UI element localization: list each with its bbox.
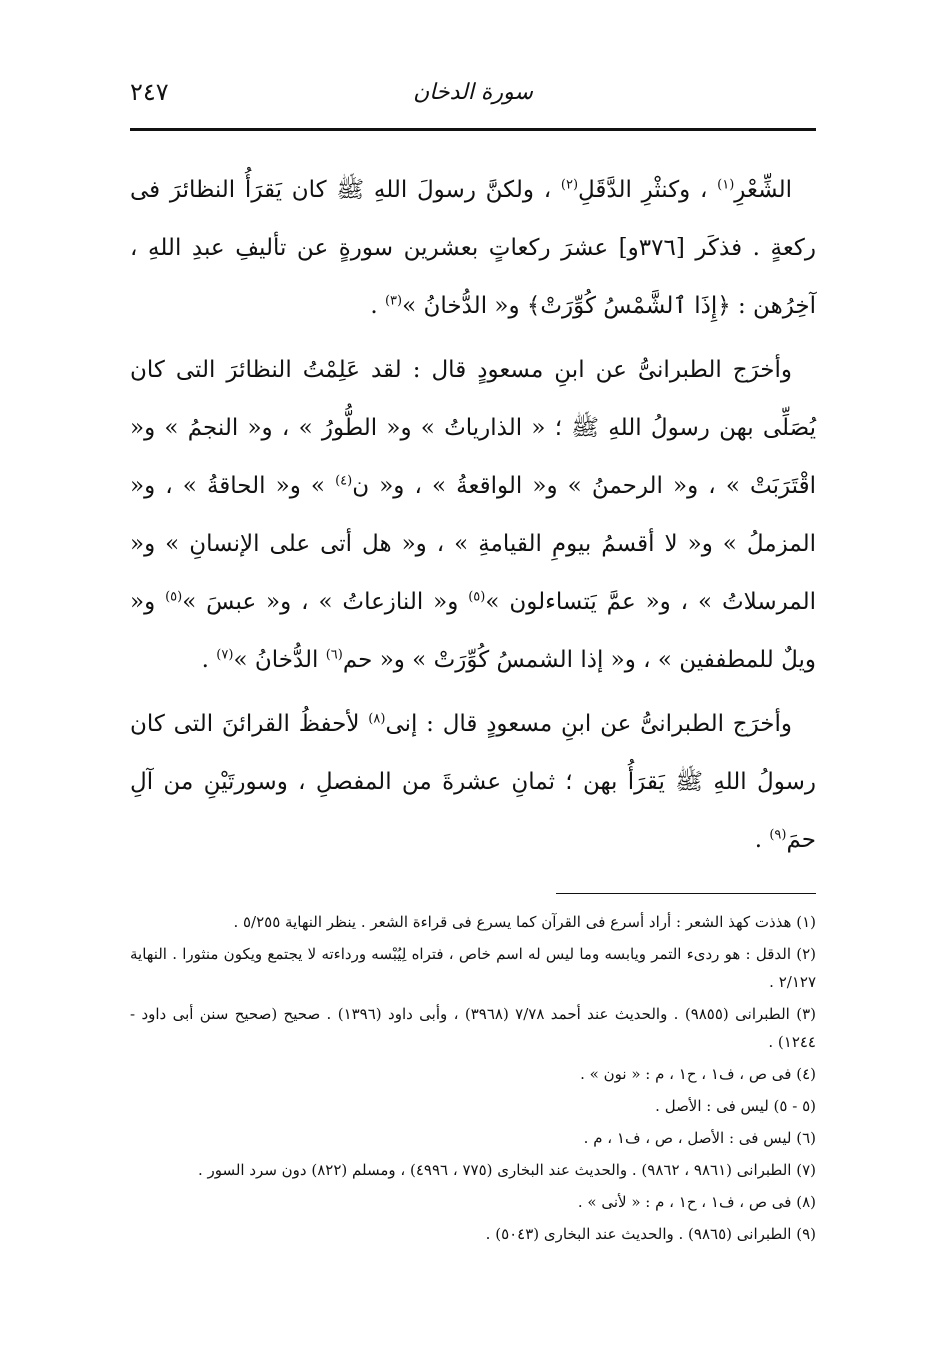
footnote-6: (٦) ليس فى : الأصل ، ص ، ف١ ، م . — [583, 1129, 816, 1147]
text-run: . — [201, 647, 217, 673]
text-run: و« النازعاتُ » ، و« عبسَ » — [182, 589, 469, 615]
running-title: سورة الدخان — [413, 80, 533, 105]
text-run: وأخرَج الطبرانىُّ عن ابنِ مسعودٍ قال : إنى — [385, 711, 792, 737]
footnote-ref[interactable]: (٨) — [368, 711, 386, 727]
main-text — [130, 161, 816, 869]
page — [130, 70, 816, 1252]
header-rule — [130, 128, 816, 131]
footnote-ref[interactable]: (١) — [717, 177, 735, 193]
footnote-ref[interactable]: (٢) — [560, 177, 579, 193]
footnote-3: (٣) الطبرانى (٩٨٥٥) . والحديث عند أحمد ٧/٧٨ (٣٩٦٨) ، وأبى داود (١٣٩٦) . صحيح (صحيح سنن أبى داود - ١٢٤٤) . — [130, 1005, 816, 1051]
text-run: و« ويلٌ للمطففين » ، و« إذا الشمسُ كُوِّرَتْ » و« حم — [130, 589, 816, 673]
text-run: . — [370, 293, 385, 319]
footnote-8: (٨) فى ص ، ف١ ، ح١ ، م : « لأنى » . — [577, 1193, 816, 1211]
text-run: لأحفظُ القرائنَ التى كان رسولُ اللهِ ﷺ يَقرَأُ بهن ؛ ثمانِ عشرةَ من المفصلِ ، وسورتَيْنِ من آلِ حمَ — [130, 711, 816, 853]
paragraph-3 — [130, 695, 816, 869]
footnote-separator — [556, 893, 816, 894]
text-run: الشِّعْرِ — [734, 177, 792, 203]
paragraph-1 — [130, 161, 816, 335]
text-run: ، ولكنَّ رسولَ اللهِ ﷺ كان يَقرَأُ النظائرَ فى ركعةٍ . فذكَر [٣٧٦و] عشرَ ركعاتٍ بعشرين سورةٍ عن تأليفِ عبدِ اللهِ ، آخِرُهن : ﴿إِذَا ٱلشَّمْسُ كُوِّرَتْ﴾ و« الدُّخانُ » — [130, 177, 816, 319]
footnote-4: (٤) فى ص ، ف١ ، ح١ ، م : « نون » . — [580, 1065, 816, 1083]
footnote-7: (٧) الطبرانى (٩٨٦١ ، ٩٨٦٢) . والحديث عند البخارى (٧٧٥ ، ٤٩٩٦) ، ومسلم (٨٢٢) دون سرد السور . — [197, 1161, 816, 1179]
page-number: ٢٤٧ — [130, 78, 169, 106]
text-run: . — [754, 827, 770, 853]
footnote-ref[interactable]: (٣) — [384, 293, 403, 309]
footnote-1: (١) هذذت كهذ الشعر : أراد أسرع فى القرآن كما يسرع فى قراءة الشعر . ينظر النهاية ٥/٢٥٥ . — [233, 913, 816, 931]
page-header — [130, 70, 816, 114]
text-run: » و« الحاقةُ » ، و« المزملُ » و« لا أقسمُ بيومِ القيامةِ » ، و« هل أتى على الإنسانِ » و« المرسلاتُ » ، و« عمَّ يَتساءلون » — [130, 473, 816, 615]
text-run: الدُّخانُ » — [233, 647, 326, 673]
footnote-ref[interactable]: (٥) — [468, 589, 486, 605]
footnote-ref[interactable]: (٤) — [335, 473, 353, 489]
footnote-ref[interactable]: (٩) — [769, 827, 787, 843]
text-run: وأخرَج الطبرانىُّ عن ابنِ مسعودٍ قال : لقد عَلِمْتُ النظائرَ التى كان يُصَلِّى بهن رسولُ اللهِ ﷺ ؛ « الذارياتُ » و« الطُّورُ » ، و« النجمُ » و« اقْتَرَبَتْ » ، و« الرحمنُ » و« الواقعةُ » ، و« ن — [130, 357, 816, 499]
text-run: ، وكنثْرِ الدَّقَلِ — [578, 177, 718, 203]
footnote-ref[interactable]: (٥) — [165, 589, 183, 605]
paragraph-2 — [130, 341, 816, 689]
footnote-2: (٢) الدقل : هو ردىء التمر ويابسه وما ليس له اسم خاص ، فتراه لِيُبْسه ورداءته لا يجتمع ويكون منثورا . النهاية ٢/١٢٧ . — [130, 945, 816, 991]
footnote-ref[interactable]: (٦) — [325, 647, 343, 663]
footnote-5: (٥ - ٥) ليس فى : الأصل . — [655, 1097, 816, 1115]
footnote-9: (٩) الطبرانى (٩٨٦٥) . والحديث عند البخارى (٥٠٤٣) . — [485, 1225, 816, 1243]
footnote-ref[interactable]: (٧) — [216, 647, 234, 663]
footnotes — [130, 908, 816, 1248]
